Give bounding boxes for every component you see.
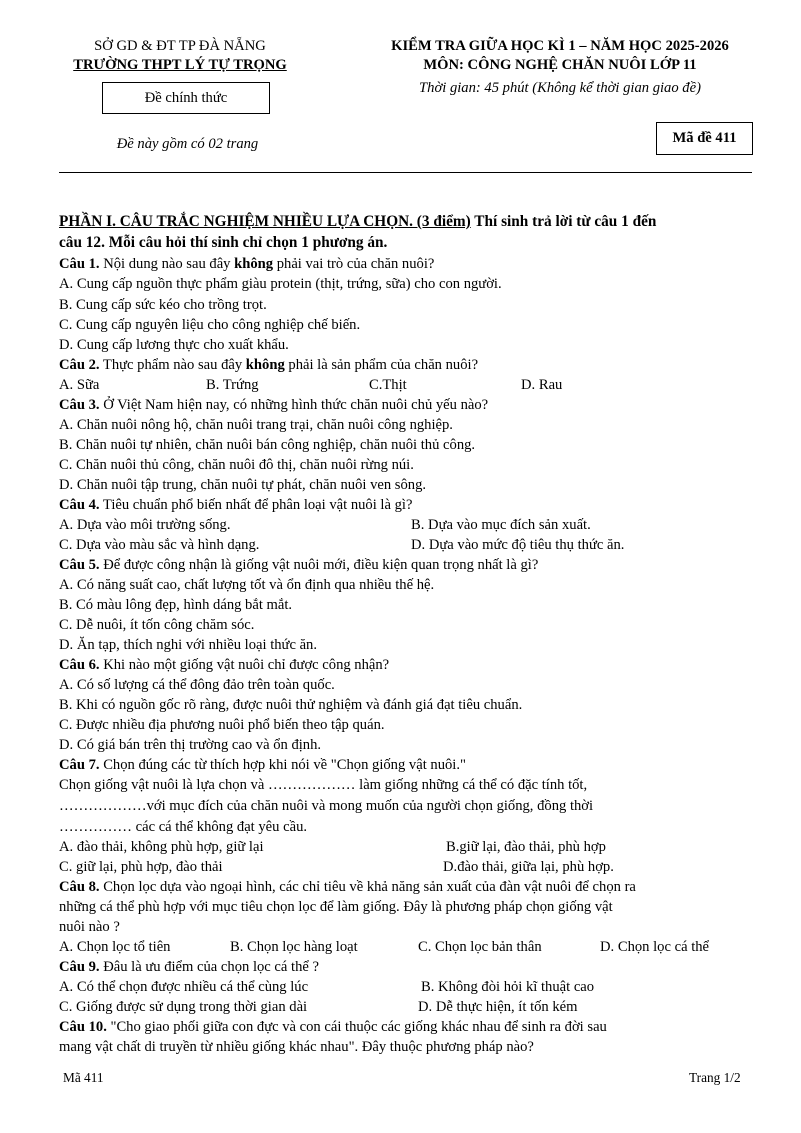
part1-heading xyxy=(59,212,656,232)
q4-text: Tiêu chuẩn phổ biến nhất để phân loại vật nuôi là gì? xyxy=(99,497,413,513)
q8-option-c: C. Chọn lọc bản thân xyxy=(418,939,542,955)
q5-number: Câu 5. xyxy=(59,557,100,573)
subject-title: MÔN: CÔNG NGHỆ CHĂN NUÔI LỚP 11 xyxy=(423,57,697,73)
q7-passage-line-3: …………… các cá thể không đạt yêu cầu. xyxy=(59,819,308,835)
q10-text-line-2: mang vật chất di truyền từ nhiều giống khác nhau". Đây thuộc phương pháp nào? xyxy=(59,1039,534,1055)
q8-option-d: D. Chọn lọc cá thể xyxy=(600,939,710,955)
q9-number: Câu 9. xyxy=(59,959,100,975)
part1-title: PHẦN I. CÂU TRẮC NGHIỆM NHIỀU LỰA CHỌN. (3 điểm) xyxy=(59,213,471,230)
q2-text-post: phải là sản phẩm của chăn nuôi? xyxy=(284,357,479,373)
q8-option-b: B. Chọn lọc hàng loạt xyxy=(230,939,358,955)
q1-option-c: C. Cung cấp nguyên liệu cho công nghiệp chế biến. xyxy=(59,317,361,333)
header-divider xyxy=(59,172,752,173)
q1-number: Câu 1. xyxy=(59,256,100,272)
q7-option-c: C. giữ lại, phù hợp, đào thải xyxy=(59,859,223,875)
q9-option-a: A. Có thể chọn được nhiều cá thể cùng lúc xyxy=(59,979,309,995)
q8-text-line-3: nuôi nào ? xyxy=(59,919,120,935)
q6-number: Câu 6. xyxy=(59,657,100,673)
time-note: Thời gian: 45 phút (Không kể thời gian giao đề) xyxy=(419,80,701,96)
page-count-note: Đề này gồm có 02 trang xyxy=(116,136,259,152)
q6-text: Khi nào một giống vật nuôi chỉ được công nhận? xyxy=(99,657,390,673)
question-2 xyxy=(59,355,478,375)
footer-exam-code: Mã 411 xyxy=(63,1070,104,1085)
q7-option-b: B.giữ lại, đào thải, phù hợp xyxy=(446,839,606,855)
q7-number: Câu 7. xyxy=(59,757,100,773)
question-10 xyxy=(59,1017,607,1037)
question-9 xyxy=(59,957,319,977)
q9-option-b: B. Không đòi hỏi kĩ thuật cao xyxy=(421,979,595,995)
q6-option-a: A. Có số lượng cá thể đông đảo trên toàn quốc. xyxy=(59,677,335,693)
q10-number: Câu 10. xyxy=(59,1019,107,1035)
q3-option-d: D. Chăn nuôi tập trung, chăn nuôi tự phát, chăn nuôi ven sông. xyxy=(59,477,427,493)
q8-number: Câu 8. xyxy=(59,879,100,895)
q4-option-d: D. Dựa vào mức độ tiêu thụ thức ăn. xyxy=(411,537,625,553)
question-6 xyxy=(59,655,389,675)
q2-option-c: C.Thịt xyxy=(369,377,407,393)
q9-option-d: D. Dễ thực hiện, ít tốn kém xyxy=(418,999,578,1015)
q1-text-pre: Nội dung nào sau đây xyxy=(99,256,235,272)
q4-number: Câu 4. xyxy=(59,497,100,513)
q6-option-d: D. Có giá bán trên thị trường cao và ổn định. xyxy=(59,737,322,753)
footer-page-number: Trang 1/2 xyxy=(689,1070,741,1085)
q1-option-a: A. Cung cấp nguồn thực phẩm giàu protein (thịt, trứng, sữa) cho con người. xyxy=(59,276,502,292)
q7-option-a: A. đào thải, không phù hợp, giữ lại xyxy=(59,839,264,855)
part1-title-rest: Thí sinh trả lời từ câu 1 đến xyxy=(470,213,657,230)
q8-option-a: A. Chọn lọc tổ tiên xyxy=(59,939,171,955)
part1-instruction: câu 12. Mỗi câu hỏi thí sinh chỉ chọn 1 phương án. xyxy=(59,234,388,251)
official-label: Đề chính thức xyxy=(102,82,270,114)
q2-option-d: D. Rau xyxy=(521,377,563,393)
q1-emphasis: không xyxy=(234,256,274,272)
q2-number: Câu 2. xyxy=(59,357,100,373)
q1-option-d: D. Cung cấp lương thực cho xuất khẩu. xyxy=(59,337,289,353)
question-5 xyxy=(59,555,538,575)
q10-text: "Cho giao phối giữa con đực và con cái thuộc các giống khác nhau để sinh ra đời sau xyxy=(106,1019,607,1035)
q7-passage-line-1: Chọn giống vật nuôi là lựa chọn và ……………… làm giống những cá thể có đặc tính tốt, xyxy=(59,777,588,793)
q3-option-a: A. Chăn nuôi nông hộ, chăn nuôi trang trại, chăn nuôi công nghiệp. xyxy=(59,417,453,433)
q4-option-c: C. Dựa vào màu sắc và hình dạng. xyxy=(59,537,260,553)
question-1 xyxy=(59,254,434,274)
q5-option-a: A. Có năng suất cao, chất lượng tốt và ổn định qua nhiều thế hệ. xyxy=(59,577,435,593)
q9-option-c: C. Giống được sử dụng trong thời gian dài xyxy=(59,999,308,1015)
q8-text: Chọn lọc dựa vào ngoại hình, các chỉ tiêu về khả năng sản xuất của đàn vật nuôi để chọn ra xyxy=(99,879,636,895)
question-3 xyxy=(59,395,488,415)
q2-text-pre: Thực phẩm nào sau đây xyxy=(99,357,246,373)
exam-code-box: Mã đề 411 xyxy=(656,122,753,155)
q7-option-d: D.đào thải, giữa lại, phù hợp. xyxy=(443,859,614,875)
question-8 xyxy=(59,877,636,897)
q7-text: Chọn đúng các từ thích hợp khi nói về "Chọn giống vật nuôi." xyxy=(99,757,466,773)
q1-text-post: phải vai trò của chăn nuôi? xyxy=(273,256,435,272)
exam-title: KIỂM TRA GIỮA HỌC KÌ 1 – NĂM HỌC 2025-2026 xyxy=(391,38,729,54)
q2-option-a: A. Sữa xyxy=(59,377,100,393)
q1-option-b: B. Cung cấp sức kéo cho trồng trọt. xyxy=(59,297,267,313)
q9-text: Đâu là ưu điểm của chọn lọc cá thể ? xyxy=(99,959,319,975)
q8-text-line-2: những cá thể phù hợp với mục tiêu chọn lọc để làm giống. Đây là phương pháp chọn giống vật xyxy=(59,899,613,915)
q3-option-c: C. Chăn nuôi thủ công, chăn nuôi đô thị, chăn nuôi rừng núi. xyxy=(59,457,414,473)
q2-emphasis: không xyxy=(245,357,285,373)
department-name: SỞ GD & ĐT TP ĐÀ NẴNG xyxy=(94,38,266,54)
q5-option-b: B. Có màu lông đẹp, hình dáng bắt mắt. xyxy=(59,597,293,613)
q5-option-c: C. Dễ nuôi, ít tốn công chăm sóc. xyxy=(59,617,255,633)
question-7 xyxy=(59,755,466,775)
q4-option-a: A. Dựa vào môi trường sống. xyxy=(59,517,231,533)
q6-option-b: B. Khi có nguồn gốc rõ ràng, được nuôi thử nghiệm và đánh giá đạt tiêu chuẩn. xyxy=(59,697,523,713)
q3-number: Câu 3. xyxy=(59,397,100,413)
q2-option-b: B. Trứng xyxy=(206,377,259,393)
q4-option-b: B. Dựa vào mục đích sản xuất. xyxy=(411,517,591,533)
q3-text: Ở Việt Nam hiện nay, có những hình thức chăn nuôi chủ yếu nào? xyxy=(99,397,489,413)
q6-option-c: C. Được nhiều địa phương nuôi phổ biến theo tập quán. xyxy=(59,717,385,733)
q5-option-d: D. Ăn tạp, thích nghi với nhiều loại thức ăn. xyxy=(59,637,317,653)
school-name: TRƯỜNG THPT LÝ TỰ TRỌNG xyxy=(73,57,287,73)
q3-option-b: B. Chăn nuôi tự nhiên, chăn nuôi bán công nghiệp, chăn nuôi thủ công. xyxy=(59,437,476,453)
q7-passage-line-2: ………………với mục đích của chăn nuôi và mong muốn của người chọn giống, đồng thời xyxy=(59,798,594,814)
question-4 xyxy=(59,495,412,515)
q5-text: Để được công nhận là giống vật nuôi mới, điều kiện quan trọng nhất là gì? xyxy=(99,557,539,573)
